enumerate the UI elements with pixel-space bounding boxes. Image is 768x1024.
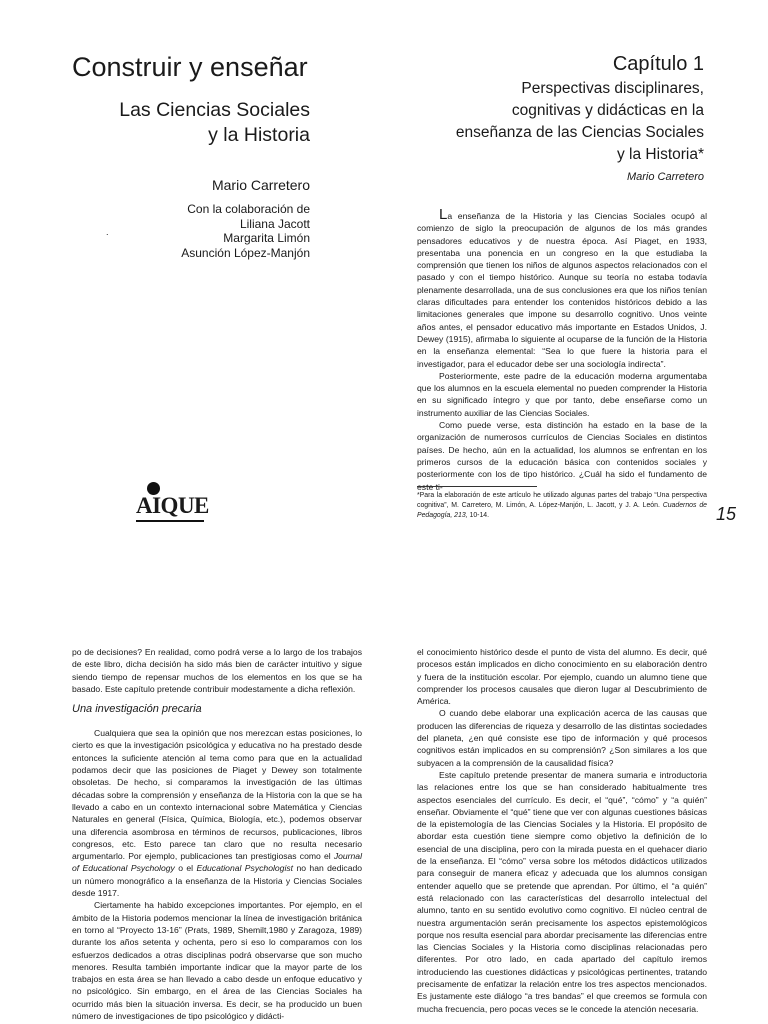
left-column bbox=[72, 646, 362, 1022]
stray-mark: . bbox=[106, 227, 109, 237]
body-paragraph: O cuando debe elaborar una explicación acerca de las causas que producen las diferencias de riqueza y desarrollo de las distintas sociedades del planeta, ¿en qué consiste ese tipo de información y qué procesos cognitivos están implicados en su comprensión? ¿Son similares a los que subyacen a la comprensión de la causalidad física? bbox=[417, 708, 707, 768]
section-heading: Una investigación precaria bbox=[72, 703, 202, 716]
collaborator-name: Margarita Limón bbox=[223, 231, 310, 245]
journal-name: Educational Psychologist bbox=[196, 863, 294, 874]
page-number: 15 bbox=[716, 504, 737, 524]
publisher-logo-text: AIQUE bbox=[136, 493, 209, 518]
drop-cap: L bbox=[439, 206, 448, 223]
right-column bbox=[417, 646, 707, 1015]
body-paragraph-text: a enseñanza de la Historia y las Ciencias Sociales ocupó al comienzo de siglo la preocupación de algunos de los más grandes pensadores educativos y de nuestra época. Así Piaget, en 1933, presentaba una ponencia en un congreso en la que estudiaba la comprensión que tienen los niños de algunos aspectos relacionados con el pasado y con el tiempo histórico. Aunque su teoría no estaba todavía plenamente desarrollada, una de sus conclusiones era que los niños tenían claras dificultades para entender los contenidos históricos debido a las limitaciones generales que impone su desarrollo cognitivo. Unos veinte años antes, el pensador educativo más importante en Estados Unidos, J. Dewey (1915), afirmaba lo siguiente al ocuparse de la función de la Historia en la enseñanza elemental: “Sea lo que fuere la historia para el investigador, para el educador debe ser una sociología indirecta”. bbox=[417, 211, 707, 369]
book-subtitle-line: y la Historia bbox=[208, 124, 310, 146]
collaboration-label: Con la colaboración de bbox=[187, 202, 310, 216]
book-author: Mario Carretero bbox=[211, 177, 310, 193]
footnote-rule bbox=[417, 486, 537, 487]
book-title: Construir y enseñar bbox=[72, 52, 308, 82]
footnote-journal: Cuadernos de Pedagogía, 213, bbox=[417, 502, 707, 520]
logo-underline bbox=[136, 520, 204, 522]
body-paragraph: po de decisiones? En realidad, como podrá verse a lo largo de los trabajos de este libro, dicha decisión ha sido más bien de carácter intuitivo y sigue siendo tiempo de repensar muchos de los elementos en los que se ha basado. Este capítulo pretende contribuir modestamente a dicha reflexión. bbox=[72, 647, 362, 694]
chapter-body-column bbox=[417, 206, 707, 493]
book-subtitle bbox=[119, 98, 310, 148]
collaborators bbox=[181, 202, 310, 260]
chapter-title-line: enseñanza de las Ciencias Sociales bbox=[455, 124, 704, 141]
collaborator-name: Liliana Jacott bbox=[239, 216, 310, 231]
footnote-pages: 10-14. bbox=[469, 512, 490, 520]
chapter-label: Capítulo 1 bbox=[612, 53, 704, 75]
chapter-title-line: cognitivas y didácticas en la bbox=[511, 102, 704, 119]
body-text: no han dedicado un número monográfico a la enseñanza de la Historia y Ciencias Sociales desde 1917. bbox=[72, 863, 363, 899]
chapter-title-line: y la Historia* bbox=[617, 146, 704, 163]
body-paragraph: Posteriormente, este padre de la educación moderna argumentaba que los alumnos en la escuela elemental no pueden comprender la Historia en su significado íntegro y que por tanto, debe enseñarse como un instrumento auxiliar de las Ciencias Sociales. bbox=[417, 370, 707, 418]
bottom-page bbox=[0, 634, 768, 1024]
publisher-logo bbox=[136, 482, 208, 526]
body-paragraph: el conocimiento histórico desde el punto de vista del alumno. Es decir, qué procesos están implicados en dicho conocimiento en su elaboración dentro y fuera de la institución escolar. Por ejemplo, cuando un alumno tiene que comprender los procesos causales que dieron lugar al Descubrimiento de América. bbox=[417, 647, 707, 707]
book-subtitle-line: Las Ciencias Sociales bbox=[119, 99, 310, 121]
body-text: o el bbox=[178, 863, 194, 874]
body-paragraph: Como puede verse, esta distinción ha estado en la base de la organización de numerosos currículos de Ciencias Sociales en distintos países. De hecho, aún en la actualidad, los alumnos se enfrentan en los primeros cursos de la educación básica con contenidos sociales y posteriormente con los de tipo histórico. ¿Cuál ha sido el fundamento de bbox=[417, 420, 707, 480]
collaborator-name: Asunción López-Manjón bbox=[181, 245, 310, 260]
body-paragraph: Ciertamente ha habido excepciones importantes. Por ejemplo, en el ámbito de la Historia podemos mencionar la línea de investigación británica en torno al “Proyecto 13-16” (Prats, 1989, Shemilt,1980 y Zaragoza, 1989) durante los años setenta y ochenta, pero si eso lo comparamos con los esfuerzos dedicados a otras disciplinas podrá observarse que son mucho menores. Resulta también importante indicar que la mayor parte de los trabajos en esta área se han llevado a cabo desde un enfoque educativo y no psicológico. Sin embargo, en el área de las Ciencias Sociales ha ocurrido más bien la situación inversa. Es decir, se ha producido un buen número de investigaciones de tipo psicológico y didácti- bbox=[72, 900, 362, 1022]
chapter-author: Mario Carretero bbox=[626, 171, 704, 183]
chapter-title bbox=[456, 78, 704, 166]
body-paragraph bbox=[417, 206, 707, 370]
body-text: Cualquiera que sea la opinión que nos merezcan estas posiciones, lo cierto es que la investigación psicológica y educativa no ha prestado desde entonces la suficiente atención al tema como para que en la actualidad podamos decir que las posiciones de Piaget y Dewey son totalmente obsoletas. De hecho, si comparamos la investigación de las últimas décadas sobre la comprensión y enseñanza de la Historia con la que se ha llevado a cabo en un contexto internacional sobre Matemática y Ciencias Naturales en general (Física, Química, Biología, etc.), podemos observar una diferencia asombrosa en términos de recursos, publicaciones, libros congresos, etc. Esto parece tan claro que no resulta necesario argumentarlo. Por ejemplo, publicaciones tan prestigiosas como el bbox=[72, 728, 362, 862]
footnote bbox=[417, 491, 707, 522]
journal-name: Journal of Educational Psychology bbox=[72, 851, 362, 874]
footnote-text: *Para la elaboración de este artículo he utilizado algunas partes del trabajo “Una perspectiva cognitiva”, M. Carretero, M. Limón, A. López-Manjón, L. Jacott, y J. A. León. bbox=[417, 492, 707, 510]
chapter-title-line: Perspectivas disciplinares, bbox=[521, 80, 704, 97]
body-paragraph bbox=[72, 727, 362, 899]
body-paragraph: Este capítulo pretende presentar de manera sumaria e introductoria las relaciones entre los que se han considerado habitualmente tres aspectos esenciales del currículo. Es decir, el “qué”, “cómo” y “a quién” enseñar. Obviamente el “qué” tiene que ver con algunas cuestiones básicas de la epistemología de las Ciencias Sociales y la Historia. El propósito de abordar esta cuestión tiene siempre como objetivo la definición de lo esencial de una disciplina, pero con la mirada puesta en el quehacer diario de la enseñanza. El “cómo” versa sobre los métodos didácticos utilizados para conseguir de manera eficaz y adecuada que los alumnos consigan entender aquello que se pretende que aprendan. Por último, el “a quién” está relacionado con las características del desarrollo intelectual del alumno, tanto en su sentido evolutivo como cognitivo. El núcleo central de nuestra argumentación serán precisamente los aspectos epistemológicos porque nos resulta esencial para abordar precisamente las diferencias entre las Ciencias Sociales y la Historia como disciplinas relacionadas pero diferentes. Por otro lado, en cada apartado del capítulo iremos introduciendo las cuestiones didácticas y psicológicas pertinentes, tratando precisamente de enfatizar la relación entre los tres aspectos mencionados. Es justamente este diálogo “a tres bandas” el que creemos se formula con mucha frecuencia, pero pocas veces se le concede la atención necesaria. bbox=[417, 769, 707, 1014]
